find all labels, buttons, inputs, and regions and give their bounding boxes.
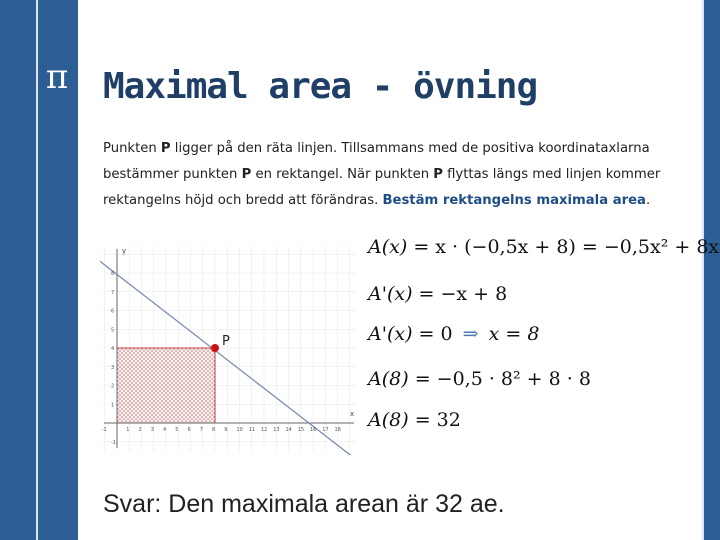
x-tick-label: 18 — [334, 427, 341, 433]
implies-arrow-icon: ⇒ — [462, 323, 479, 345]
y-tick-labels — [111, 271, 116, 446]
eq-rhs: = x · (−0,5x + 8) = −0,5x² + 8x — [413, 236, 720, 258]
point-p-ref: P — [433, 167, 443, 182]
y-tick-label: 2 — [111, 383, 115, 390]
x-tick-label: 16 — [310, 427, 317, 433]
eq-rhs: = 0 — [418, 323, 453, 345]
x-tick-label: 15 — [297, 427, 305, 433]
x-tick-labels — [102, 427, 341, 433]
point-p-ref: P — [160, 141, 171, 156]
text-part: . — [645, 193, 651, 208]
answer-text: Svar: Den maximala arean är 32 ae. — [103, 490, 505, 518]
equation-result — [368, 409, 461, 431]
equation-derivative-zero — [368, 323, 539, 345]
eq-lhs: A(8) — [368, 409, 409, 431]
y-tick-label: 6 — [111, 308, 115, 315]
x-tick-label: 17 — [322, 427, 329, 433]
coordinate-graph — [100, 243, 358, 455]
task-highlight: Bestäm rektangelns maximala area — [382, 193, 646, 208]
x-tick-label: 2 — [138, 427, 142, 433]
x-tick-label: -1 — [101, 427, 107, 433]
y-tick-label: -1 — [111, 439, 116, 446]
x-axis-label: x — [350, 410, 355, 418]
point-p-marker — [211, 344, 219, 352]
eq-lhs: A(x) — [368, 236, 408, 258]
eq-lhs: A'(x) — [368, 283, 413, 305]
y-tick-label: 1 — [111, 402, 115, 409]
x-tick-label: 9 — [224, 427, 228, 433]
text-part: ligger på den räta linjen. Tillsammans med de positiva koordinataxlarna bestämmer punkten — [103, 141, 650, 182]
x-tick-label: 8 — [212, 427, 216, 433]
eq-rhs: = −0,5 · 8² + 8 · 8 — [414, 368, 591, 390]
eq-rhs: = −x + 8 — [418, 283, 508, 305]
y-tick-label: 5 — [111, 327, 115, 334]
pi-icon: π — [45, 57, 69, 97]
x-tick-label: 12 — [261, 427, 268, 433]
eq-result: x = 8 — [488, 323, 540, 345]
x-tick-label: 10 — [236, 427, 243, 433]
point-p-label: P — [222, 334, 230, 349]
area-rectangle — [117, 348, 215, 423]
eq-lhs: A'(x) — [368, 323, 413, 345]
slide-title: Maximal area - övning — [103, 66, 538, 107]
y-tick-label: 8 — [111, 271, 115, 277]
equation-evaluate — [368, 368, 591, 390]
text-part: flyttas längs med linjen kommer rektangelns höjd och bredd att förändras. — [103, 167, 661, 208]
x-tick-label: 4 — [163, 427, 167, 433]
equation-area-function — [368, 236, 719, 258]
x-tick-label: 6 — [187, 427, 191, 433]
eq-rhs: = 32 — [414, 409, 461, 431]
x-tick-label: 11 — [248, 427, 256, 433]
x-tick-label: 3 — [150, 427, 154, 433]
x-tick-label: 7 — [199, 427, 203, 433]
equation-derivative — [368, 283, 507, 305]
x-tick-label: 14 — [285, 427, 292, 433]
right-decor-band — [704, 0, 720, 540]
x-tick-label: 1 — [126, 427, 130, 433]
x-tick-label: 13 — [273, 427, 280, 433]
point-p-ref: P — [241, 167, 252, 182]
x-tick-label: 5 — [175, 427, 179, 433]
left-decor-band — [0, 0, 36, 540]
problem-text — [103, 136, 675, 214]
eq-lhs: A(8) — [368, 368, 409, 390]
text-part: Punkten — [103, 141, 161, 156]
y-tick-label: 3 — [111, 364, 115, 371]
text-part: en rektangel. När punkten — [251, 167, 434, 182]
y-axis-label: y — [122, 247, 127, 255]
y-tick-label: 4 — [111, 346, 115, 352]
y-tick-label: 7 — [111, 289, 115, 296]
